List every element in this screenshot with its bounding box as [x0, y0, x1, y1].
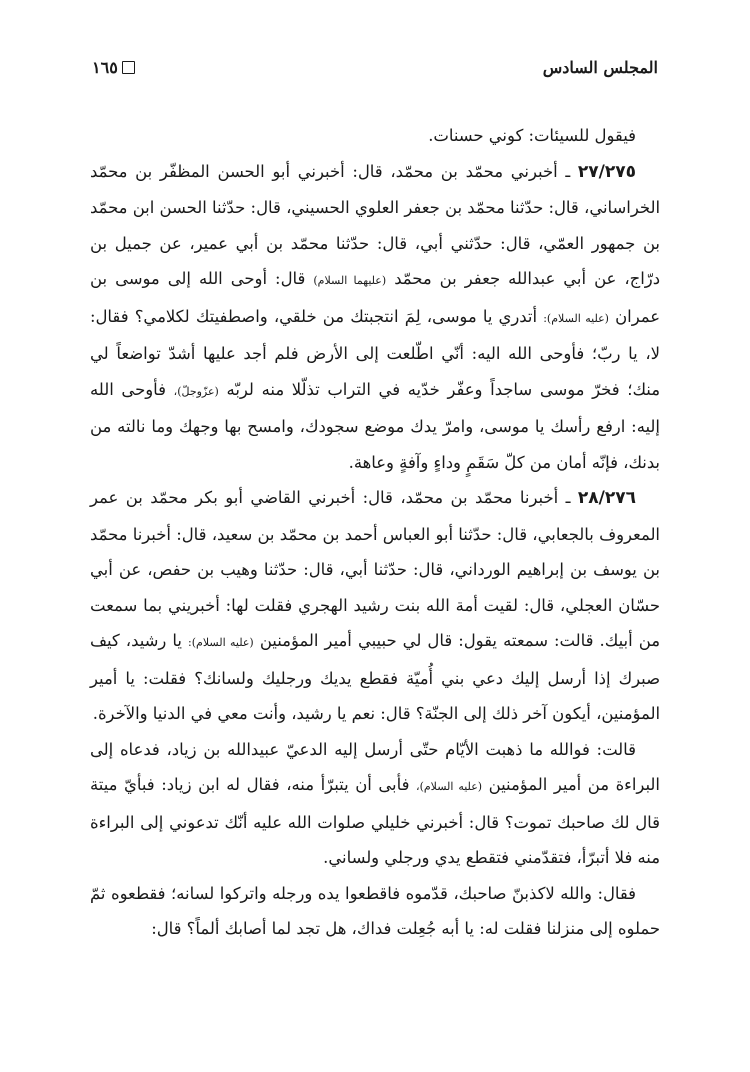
hadith-text: قال: أوحى الله إلى موسى بن عمران [90, 269, 661, 326]
salutation: (عليهما السلام) [313, 274, 387, 287]
paragraph-opening-line [90, 118, 660, 154]
salutation: (عليه السلام): [188, 636, 254, 649]
hadith-text: ـ أخبرنا محمّد بن محمّد، قال: أخبرني القاضي أبو بكر محمّد بن عمر المعروف بالجعابي، قال: حدّثنا أبو العباس أحمد بن محمّد بن سعيد، قال: أخبرنا محمّد بن يوسف بن إبراهيم الورداني، قال: حدّثنا أبي، قال: حدّثنا وهيب بن حفص، عن أبي حسّان العجلي، قال: لقيت أمة الله بنت رشيد الهجري فقلت لها: أخبريني بما سمعت من أبيك. قالت: سمعته يقول: قال لي حبيبي أمير المؤمنين [90, 488, 660, 650]
paragraph-narration-2 [90, 732, 660, 876]
salutation: (عليه السلام)، [416, 780, 483, 793]
hadith-number: ٢٨/٢٧٦ [577, 488, 636, 508]
narration-text: فأبى أن يتبرّأ منه، فقال له ابن زياد: فبأيّ ميتة قال لك صاحبك تموت؟ قال: أخبرني خليلي صلوات الله عليه أنّك تدعوني إلى البراءة منه فلا أتبرّأ، فتقدّمني فتقطع يدي ورجلي ولساني. [90, 775, 660, 867]
paragraph-hadith-275 [90, 154, 660, 481]
hadith-number: ٢٧/٢٧٥ [577, 161, 636, 182]
running-header [92, 52, 658, 82]
hadith-text: فأوحى الله إليه: ارفع رأسك يا موسى، وامرّ يدك موضع سجودك، وامسح بها وجهك وما نالته من بدنك، فإنّه أمان من كلّ سَقَمٍ وداءٍ وآفةٍ وعاهة. [90, 379, 660, 472]
hadith-text: أتدري يا موسى، لِمَ انتجبتك من خلقي، واصطفيتك لكلامي؟ فقال: لا، يا ربّ؛ فأوحى الله اليه: أنّي اطّلعت إلى الأرض فلم أجد عليها أشدّ تواضعاً لي منك؛ فخرّ موسى ساجداً وعفّر خدّيه في التراب تذلّلا منه لربّه [90, 306, 660, 399]
paragraph-hadith-276 [90, 480, 660, 732]
salutation: (عليه السلام): [543, 311, 609, 325]
body-text [90, 118, 660, 947]
opening-line-text: فيقول للسيئات: كوني حسنات. [428, 126, 636, 145]
square-ornament-icon [122, 61, 135, 74]
hadith-text: ـ أخبرني محمّد بن محمّد، قال: أخبرني أبو الحسن المظفّر بن محمّد الخراساني، قال: حدّثنا محمّد بن جعفر العلوي الحسيني، قال: حدّثنا الحسن ابن محمّد بن جمهور العمّي، قال: حدّثني أبي، قال: حدّثنا محمّد بن أبي عمير، عن جميل بن درّاج، عن أبي عبدالله جعفر بن محمّد [90, 161, 660, 288]
salutation: (عزّوجلّ)، [173, 384, 219, 398]
chapter-title: المجلس السادس [542, 57, 658, 77]
hadith-text: يا رشيد، كيف صبرك إذا أرسل إليك دعي بني أُميّة فقطع يديك ورجليك ولسانك؟ فقلت: يا أمير المؤمنين، أيكون آخر ذلك إلى الجنّة؟ قال: نعم يا رشيد، وأنت معي في الدنيا والآخرة. [90, 631, 660, 723]
page-number-group [92, 58, 135, 77]
paragraph-narration-3 [90, 876, 660, 947]
narration-text: قالت: فوالله ما ذهبت الأيّام حتّى أرسل إليه الدعيّ عبيدالله بن زياد، فدعاه إلى البراءة من أمير المؤمنين [90, 739, 660, 794]
page-number: ١٦٥ [92, 57, 118, 77]
narration-text: فقال: والله لاكذبنّ صاحبك، قدّموه فاقطعوا يده ورجله واتركوا لسانه؛ فقطعوه ثمّ حملوه إلى منزلنا فقلت له: يا أبه جُعِلت فداك، هل تجد لما أصابك ألماً؟ قال: [90, 883, 660, 938]
